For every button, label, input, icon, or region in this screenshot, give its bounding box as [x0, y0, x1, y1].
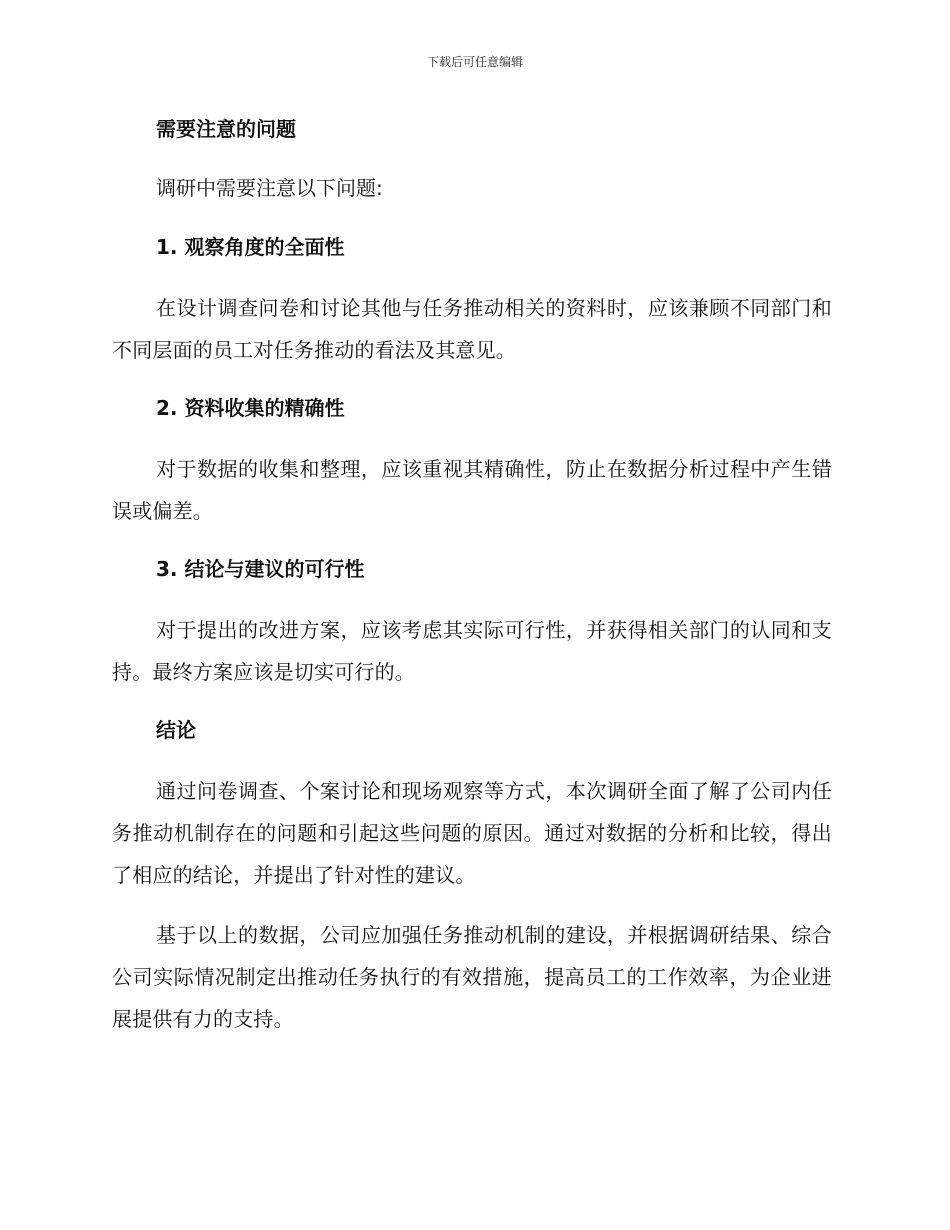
section-title-conclusion: 结论	[156, 718, 196, 742]
document-body	[112, 110, 832, 1040]
item1-body: 在设计调查问卷和讨论其他与任务推动相关的资料时，应该兼顾不同部门和不同层面的员工对任务推动的看法及其意见。	[112, 296, 832, 362]
page-header-watermark: 下载后可任意编辑	[426, 55, 523, 69]
item3-title: 3. 结论与建议的可行性	[156, 557, 365, 581]
conclusion-paragraph-1: 通过问卷调查、个案讨论和现场观察等方式，本次调研全面了解了公司内任务推动机制存在的问题和引起这些问题的原因。通过对数据的分析和比较，得出了相应的结论，并提出了针对性的建议。	[112, 779, 832, 887]
item3-body: 对于提出的改进方案，应该考虑其实际可行性，并获得相关部门的认同和支持。最终方案应该是切实可行的。	[112, 618, 832, 684]
item2-body: 对于数据的收集和整理，应该重视其精确性，防止在数据分析过程中产生错误或偏差。	[112, 457, 832, 523]
item1-title: 1. 观察角度的全面性	[156, 235, 345, 259]
conclusion-paragraph-2: 基于以上的数据，公司应加强任务推动机制的建设，并根据调研结果、综合公司实际情况制定出推动任务执行的有效措施，提高员工的工作效率，为企业进展提供有力的支持。	[112, 923, 832, 1031]
section-title-issues: 需要注意的问题	[156, 117, 296, 141]
issues-intro: 调研中需要注意以下问题:	[156, 176, 383, 200]
item2-title: 2. 资料收集的精确性	[156, 396, 345, 420]
